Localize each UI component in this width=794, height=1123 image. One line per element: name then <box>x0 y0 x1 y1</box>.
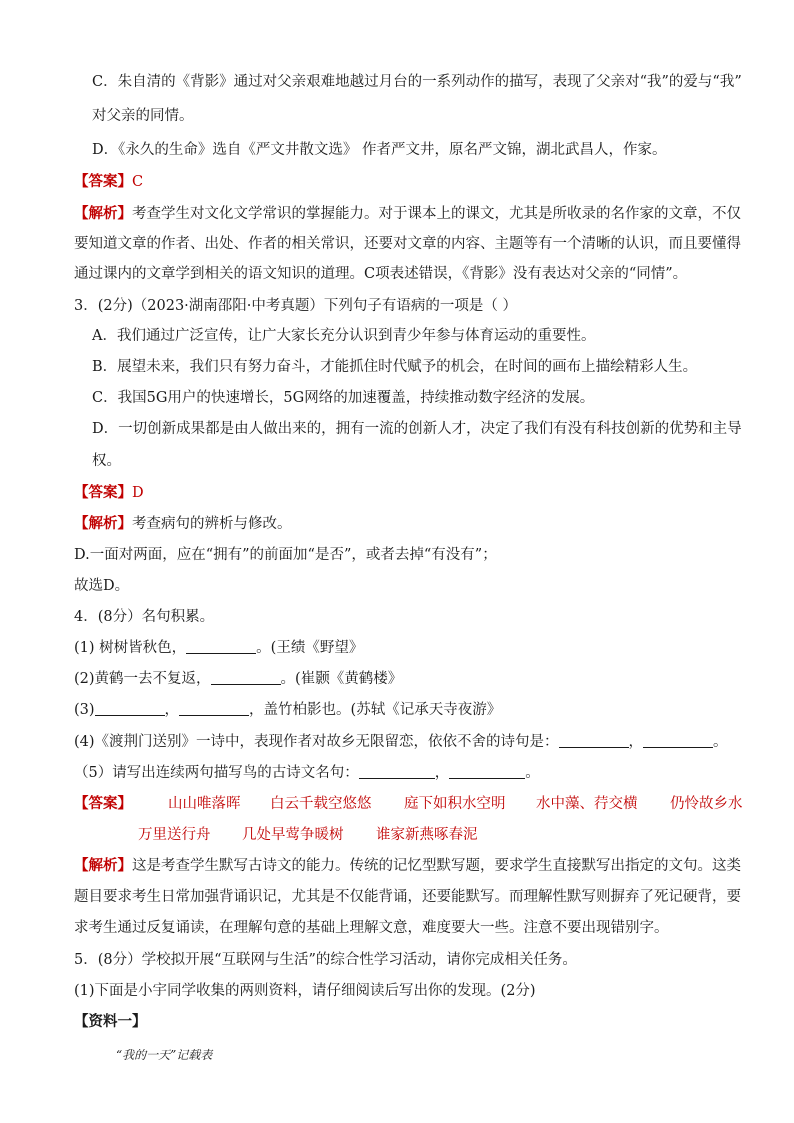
answer-value: D <box>132 485 144 501</box>
q3-option-b: B．展望未来，我们只有努力奋斗，才能抓住时代赋予的机会，在时间的画布上描绘精彩人生。 <box>92 359 698 375</box>
q4-analysis-line1 <box>74 856 741 876</box>
item-text: ， <box>628 734 644 750</box>
q3-stem: 3．(2分)（2023·湖南邵阳·中考真题）下列句子有语病的一项是（ ） <box>74 298 517 314</box>
answer-item: 几处早莺争暖树 <box>242 827 344 843</box>
q3-option-a: A．我们通过广泛宣传，让广大家长充分认识到青少年参与体育运动的重要性。 <box>92 328 596 344</box>
q4-item-3 <box>74 700 501 720</box>
q3-analysis-line1 <box>74 514 292 534</box>
answer-blank[interactable] <box>186 639 256 654</box>
answer-item: 万里送行舟 <box>138 827 211 843</box>
answer-item: 水中藻、荇交横 <box>536 796 638 812</box>
material-label: 【资料一】 <box>74 1013 147 1030</box>
q4-answer-line1 <box>74 794 743 814</box>
answer-item: 庭下如积水空明 <box>404 796 506 812</box>
answer-item: 白云千载空悠悠 <box>270 796 372 812</box>
answer-blank[interactable] <box>359 764 435 779</box>
q5-stem: 5．(8分）学校拟开展“互联网与生活”的综合性学习活动，请你完成相关任务。 <box>74 952 577 968</box>
q2-option-c-line2: 对父亲的同情。 <box>92 108 194 124</box>
q4-item-4 <box>74 732 728 752</box>
item-text: ，盖竹柏影也。(苏轼《记承天寺夜游》 <box>249 702 502 718</box>
analysis-tag: 【解析】 <box>74 857 132 874</box>
answer-blank[interactable] <box>449 764 525 779</box>
answer-tag: 【答案】 <box>74 173 132 190</box>
q2-option-c-line1: C．朱自清的《背影》通过对父亲艰难地越过月台的一系列动作的描写，表现了父亲对“我”的爱与“我” <box>92 74 742 90</box>
q2-analysis-line2: 要知道文章的作者、出处、作者的相关常识，还要对文章的内容、主题等有一个清晰的认识，而且要懂得 <box>74 236 741 252</box>
item-text: 。(王绩《野望》 <box>256 640 364 656</box>
q5-subquestion-1: (1)下面是小宇同学收集的两则资料，请仔细阅读后写出你的发现。(2分) <box>74 983 536 999</box>
q3-option-d-line1: D．一切创新成果都是由人做出来的，拥有一流的创新人才，决定了我们有没有科技创新的优势和主导 <box>92 421 742 437</box>
item-text: 。 <box>525 765 540 781</box>
answer-blank[interactable] <box>643 733 713 748</box>
q4-item-5 <box>74 763 540 783</box>
q4-analysis-line2: 题目要求考生日常加强背诵识记，尤其是不仅能背诵，还要能默写。而理解性默写则摒弃了死记硬背，要 <box>74 889 741 905</box>
analysis-tag: 【解析】 <box>74 515 132 532</box>
q2-option-d: D．《永久的生命》选自《严文井散文选》 作者严文井，原名严文锦，湖北武昌人，作家。 <box>92 142 667 158</box>
answer-blank[interactable] <box>211 670 281 685</box>
answer-item: 山山唯落晖 <box>168 796 241 812</box>
q2-analysis-line3: 通过课内的文章学到相关的语文知识的道理。C项表述错误，《背影》没有表达对父亲的“同情”。 <box>74 266 688 282</box>
item-text: (4)《渡荆门送别》一诗中，表现作者对故乡无限留恋，依依不舍的诗句是： <box>74 734 559 750</box>
answer-item: 谁家新燕啄春泥 <box>376 827 478 843</box>
q4-item-2 <box>74 669 402 689</box>
item-text: (2)黄鹤一去不复返， <box>74 671 211 687</box>
q3-analysis-line3: 故选D。 <box>74 578 130 594</box>
item-text: (1) 树树皆秋色， <box>74 640 187 656</box>
answer-blank[interactable] <box>95 701 165 716</box>
q2-analysis-line1 <box>74 204 741 224</box>
item-text: ， <box>434 765 450 781</box>
item-text: 。(崔颢《黄鹤楼》 <box>280 671 403 687</box>
answer-tag: 【答案】 <box>74 484 132 501</box>
item-text: (3) <box>74 702 95 718</box>
item-text: ， <box>164 702 180 718</box>
analysis-text: 这是考查学生默写古诗文的能力。传统的记忆型默写题，要求学生直接默写出指定的文句。这类 <box>132 858 741 874</box>
q5-material-tag <box>74 1012 147 1032</box>
table-caption: “我的一天”记载表 <box>116 1048 213 1062</box>
analysis-text: 考查病句的辨析与修改。 <box>132 516 292 532</box>
q3-option-d-line2: 权。 <box>92 453 121 469</box>
q3-analysis-line2: D.一面对两面，应在“拥有”的前面加“是否”，或者去掉“有没有”； <box>74 547 497 563</box>
q4-item-1 <box>74 638 363 658</box>
answer-blank[interactable] <box>179 701 249 716</box>
item-text: 。 <box>713 734 728 750</box>
q3-option-c: C．我国5G用户的快速增长，5G网络的加速覆盖，持续推动数字经济的发展。 <box>92 390 595 406</box>
q3-answer <box>74 483 144 503</box>
answer-tag: 【答案】 <box>74 795 132 812</box>
analysis-tag: 【解析】 <box>74 205 132 222</box>
q4-analysis-line3: 求考生通过反复诵读，在理解句意的基础上理解文意，难度要大一些。注意不要出现错别字。 <box>74 920 669 936</box>
item-text: （5）请写出连续两句描写鸟的古诗文名句： <box>74 765 359 781</box>
q2-answer <box>74 172 143 192</box>
analysis-text: 考查学生对文化文学常识的掌握能力。对于课本上的课文，尤其是所收录的名作家的文章，不仅 <box>132 206 741 222</box>
answer-value: C <box>132 174 144 190</box>
answer-blank[interactable] <box>559 733 629 748</box>
answer-item: 仍怜故乡水 <box>670 796 743 812</box>
q4-stem: 4．(8分）名句积累。 <box>74 609 215 625</box>
